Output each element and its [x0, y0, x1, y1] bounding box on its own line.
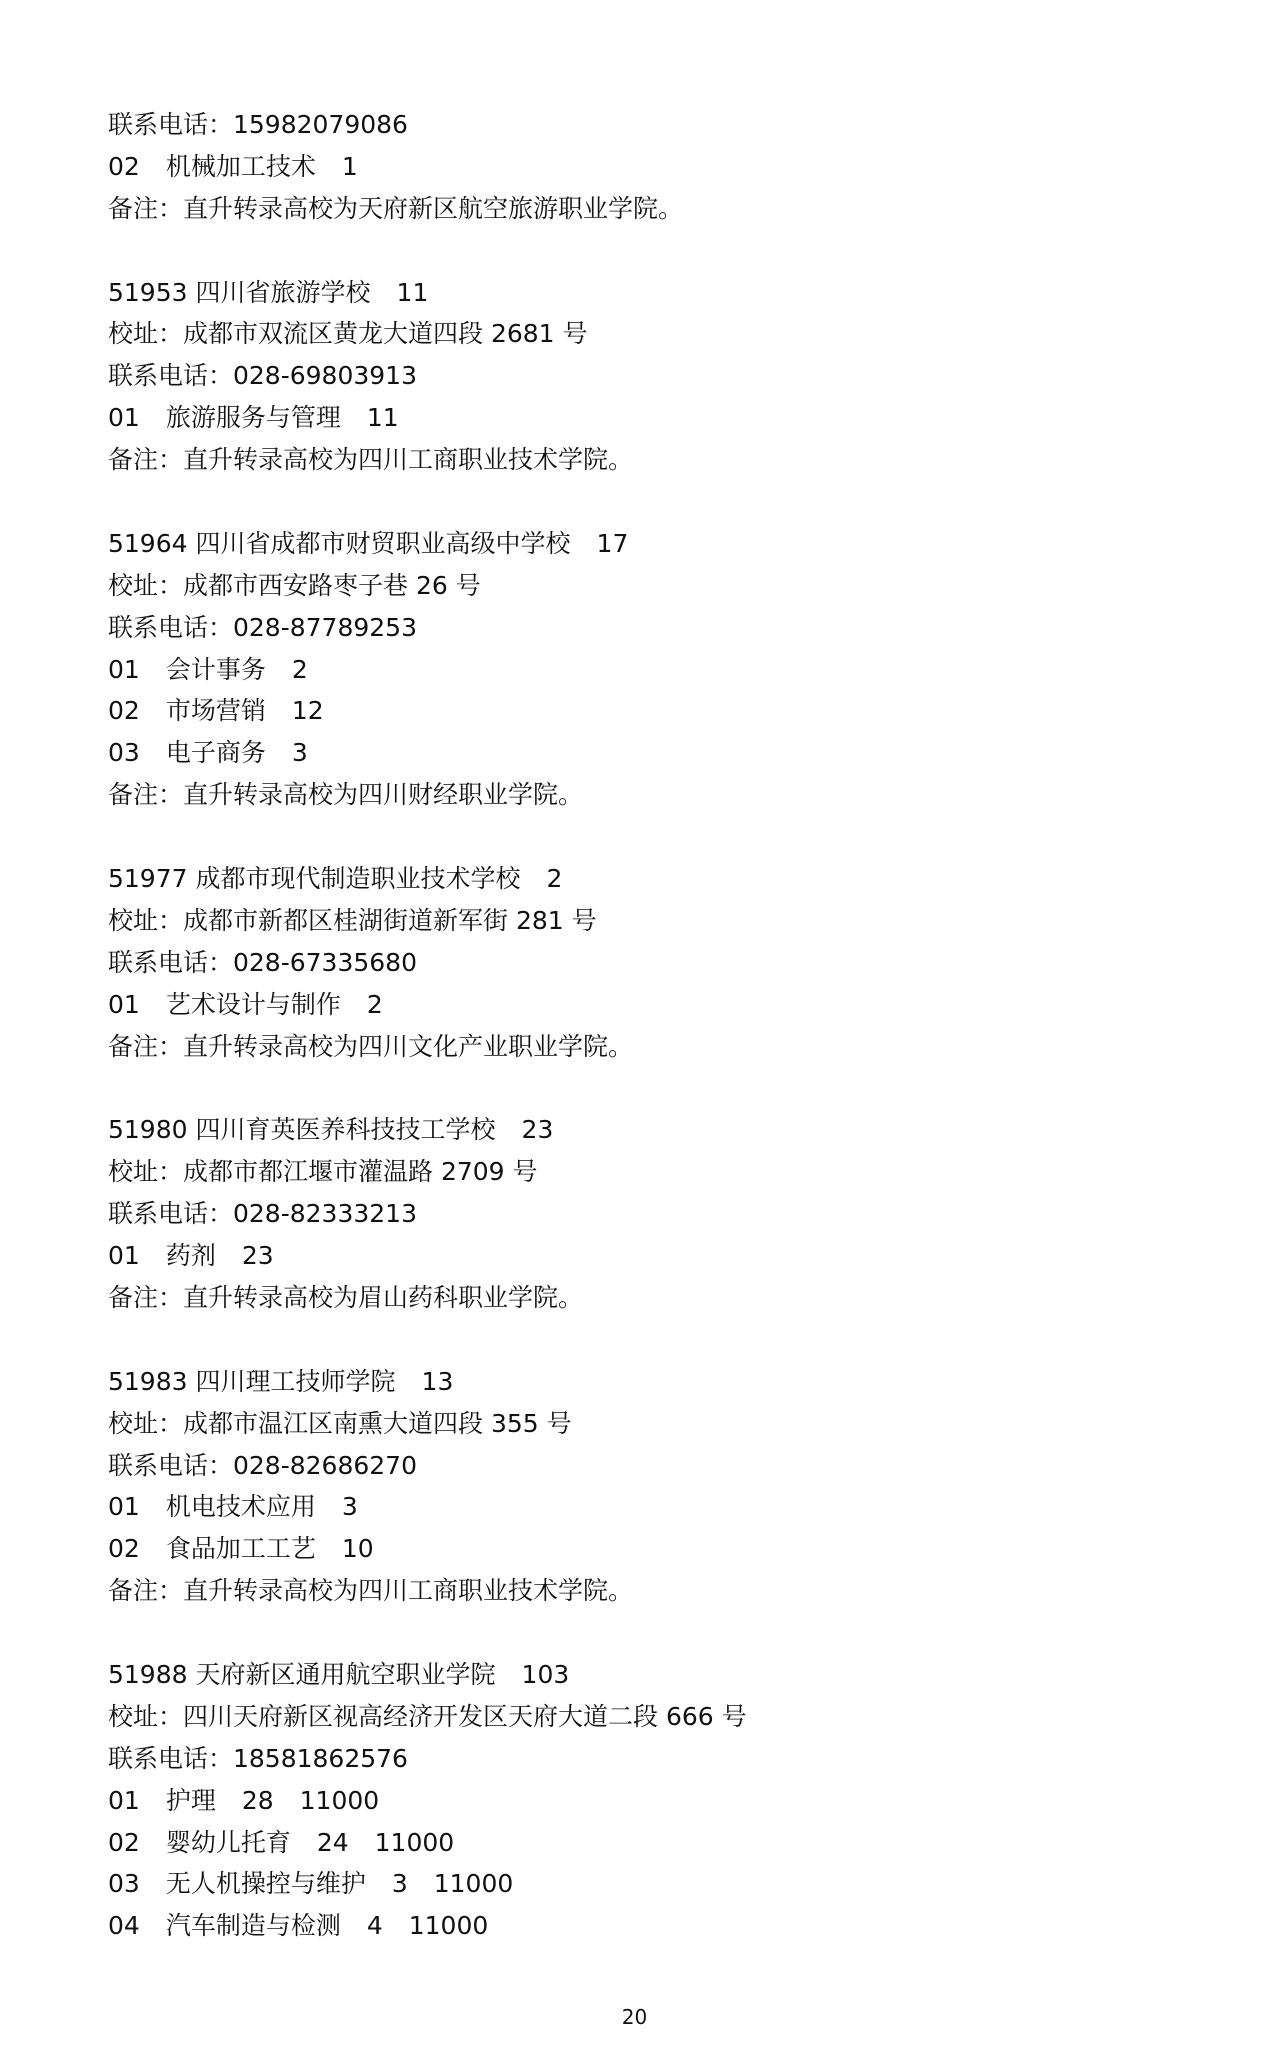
major-count: 1	[341, 151, 358, 181]
note: 备注：直升转录高校为四川文化产业职业学院。	[108, 1031, 634, 1061]
major-name: 药剂	[165, 1241, 216, 1271]
major-row	[108, 1905, 1168, 1947]
major-code: 03	[108, 738, 140, 768]
major-name: 无人机操控与维护	[165, 1869, 366, 1899]
major-row	[108, 649, 1168, 691]
major-count: 12	[291, 696, 324, 726]
major-name: 旅游服务与管理	[165, 403, 341, 433]
major-count: 3	[291, 738, 308, 768]
school-code: 51988	[108, 1659, 188, 1689]
school-name: 天府新区通用航空职业学院	[195, 1659, 496, 1689]
school-name: 四川育英医养科技技工学校	[195, 1115, 496, 1145]
major-name: 护理	[165, 1785, 216, 1815]
note: 备注：直升转录高校为天府新区航空旅游职业学院。	[108, 193, 684, 223]
major-code: 01	[108, 654, 140, 684]
major-count: 3	[341, 1492, 358, 1522]
major-code: 01	[108, 1241, 140, 1271]
school-name: 四川省旅游学校	[195, 277, 371, 307]
major-row	[108, 146, 1168, 188]
major-code: 01	[108, 989, 140, 1019]
school-address: 校址：成都市西安路枣子巷 26 号	[108, 570, 481, 600]
major-row	[108, 690, 1168, 732]
school-heading	[108, 1654, 1168, 1696]
major-name: 艺术设计与制作	[165, 989, 341, 1019]
major-count: 11	[366, 403, 399, 433]
major-fee: 11000	[408, 1911, 489, 1941]
major-count: 4	[366, 1911, 383, 1941]
major-row	[108, 1780, 1168, 1822]
school-code: 51953	[108, 277, 188, 307]
school-total: 11	[396, 277, 429, 307]
school-address: 校址：成都市双流区黄龙大道四段 2681 号	[108, 319, 588, 349]
major-code: 01	[108, 1785, 140, 1815]
school-heading	[108, 523, 1168, 565]
school-code: 51964	[108, 528, 188, 558]
major-code: 01	[108, 1492, 140, 1522]
major-name: 电子商务	[165, 738, 266, 768]
major-fee: 11000	[433, 1869, 514, 1899]
school-address: 校址：四川天府新区视高经济开发区天府大道二段 666 号	[108, 1701, 747, 1731]
major-row	[108, 397, 1168, 439]
major-code: 02	[108, 1534, 140, 1564]
major-name: 机电技术应用	[165, 1492, 316, 1522]
school-total: 2	[546, 864, 563, 894]
school-total: 103	[521, 1659, 570, 1689]
major-row	[108, 732, 1168, 774]
major-code: 02	[108, 1827, 140, 1857]
school-name: 四川理工技师学院	[195, 1366, 396, 1396]
note: 备注：直升转录高校为四川工商职业技术学院。	[108, 445, 634, 475]
major-fee: 11000	[374, 1827, 455, 1857]
school-total: 23	[521, 1115, 554, 1145]
major-row	[108, 984, 1168, 1026]
major-code: 02	[108, 696, 140, 726]
contact-phone: 联系电话：18581862576	[108, 1743, 408, 1773]
major-code: 03	[108, 1869, 140, 1899]
major-row	[108, 1863, 1168, 1905]
major-count: 10	[341, 1534, 374, 1564]
school-heading	[108, 1361, 1168, 1403]
contact-phone: 联系电话：028-87789253	[108, 612, 417, 642]
major-count: 3	[391, 1869, 408, 1899]
major-code: 04	[108, 1911, 140, 1941]
major-name: 会计事务	[165, 654, 266, 684]
school-address: 校址：成都市都江堰市灌温路 2709 号	[108, 1157, 538, 1187]
page-content	[108, 104, 1168, 1947]
contact-phone: 联系电话：028-82686270	[108, 1450, 417, 1480]
major-fee: 11000	[299, 1785, 380, 1815]
school-total: 13	[421, 1366, 454, 1396]
contact-phone: 联系电话：028-82333213	[108, 1199, 417, 1229]
school-total: 17	[596, 528, 629, 558]
contact-phone: 联系电话：028-69803913	[108, 361, 417, 391]
major-name: 汽车制造与检测	[165, 1911, 341, 1941]
contact-phone: 联系电话：028-67335680	[108, 947, 417, 977]
major-name: 食品加工工艺	[165, 1534, 316, 1564]
major-count: 24	[316, 1827, 349, 1857]
major-row	[108, 1486, 1168, 1528]
major-name: 市场营销	[165, 696, 266, 726]
major-count: 23	[241, 1241, 274, 1271]
note: 备注：直升转录高校为四川工商职业技术学院。	[108, 1576, 634, 1606]
page-number: 20	[621, 2005, 648, 2029]
major-code: 02	[108, 151, 140, 181]
school-code: 51983	[108, 1366, 188, 1396]
major-row	[108, 1528, 1168, 1570]
major-row	[108, 1235, 1168, 1277]
major-count: 2	[366, 989, 383, 1019]
major-count: 28	[241, 1785, 274, 1815]
school-code: 51980	[108, 1115, 188, 1145]
school-heading	[108, 272, 1168, 314]
major-code: 01	[108, 403, 140, 433]
major-name: 婴幼儿托育	[165, 1827, 291, 1857]
school-code: 51977	[108, 864, 188, 894]
school-heading	[108, 858, 1168, 900]
major-name: 机械加工技术	[165, 151, 316, 181]
contact-phone: 联系电话：15982079086	[108, 110, 408, 139]
note: 备注：直升转录高校为眉山药科职业学院。	[108, 1282, 584, 1312]
note: 备注：直升转录高校为四川财经职业学院。	[108, 780, 584, 810]
school-heading	[108, 1109, 1168, 1151]
school-name: 四川省成都市财贸职业高级中学校	[195, 528, 571, 558]
school-name: 成都市现代制造职业技术学校	[195, 864, 521, 894]
major-row	[108, 1822, 1168, 1864]
school-address: 校址：成都市温江区南熏大道四段 355 号	[108, 1408, 572, 1438]
school-address: 校址：成都市新都区桂湖街道新军街 281 号	[108, 905, 597, 935]
major-count: 2	[291, 654, 308, 684]
